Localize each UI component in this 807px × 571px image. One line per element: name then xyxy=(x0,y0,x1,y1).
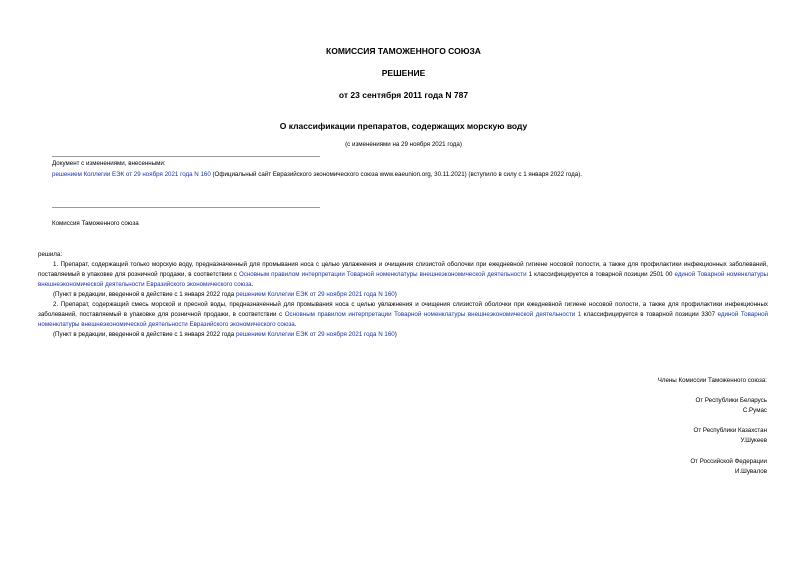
signatory-russia xyxy=(690,457,767,477)
signatory-name: У.Шукеев xyxy=(740,437,767,444)
item-1-amendment-link[interactable]: решением Коллегии ЕЭК от 29 ноября 2021 года N 160 xyxy=(235,291,395,298)
item-2-note: (Пункт в редакции, введенной в действие с 1 января 2022 года решением Коллегии ЕЭК от 29 ноября 2021 года N 160) xyxy=(53,331,397,338)
signatory-kazakhstan xyxy=(694,426,767,446)
signatory-name: С.Румас xyxy=(742,407,767,414)
item-1: 1. Препарат, содержащий только морскую воду, предназначенный для промывания носа с целью увлажнения и очищения слизистой оболочки при ежедневной гигиене носовой полости, а также для профилактики инфекционных заболеваний, поставляемый в упаковке для розничной продажи, в соответствии с Основным правилом интерпретации Товарной номенклатуры внешнеэкономической деятельности 1 классифицируется в товарной позиции 2501 00 единой Товарной номенклатуры внешнеэкономической деятельности Евразийского экономического союза. xyxy=(38,261,768,288)
signatory-country: От Российской Федерации xyxy=(690,458,767,465)
decided-label: решила: xyxy=(38,251,63,258)
interpretation-rules-link-1[interactable]: Основным правилом интерпретации Товарной номенклатуры внешнеэкономической деятельности xyxy=(238,271,527,278)
changes-line xyxy=(52,170,782,180)
item-2-amendment-link[interactable]: решением Коллегии ЕЭК от 29 ноября 2021 года N 160 xyxy=(235,331,395,338)
item-1-note: (Пункт в редакции, введенной в действие с 1 января 2022 года решением Коллегии ЕЭК от 29 ноября 2021 года N 160) xyxy=(53,291,397,298)
signatory-country: От Республики Казахстан xyxy=(693,427,767,434)
signatory-country: От Республики Беларусь xyxy=(695,397,767,404)
issuer: Комиссия Таможенного союза xyxy=(52,220,139,227)
document-title: О классификации препаратов, содержащих морскую воду xyxy=(279,121,528,131)
changes-source-text: (Официальный сайт Евразийского экономического союза www.eaeunion.org, 30.11.2021) (вступило в силу с 1 января 2022 года). xyxy=(210,171,583,178)
item-2: 2. Препарат, содержащий смесь морской и пресной воды, предназначенный для промывания носа с целью увлажнения и очищения слизистой оболочки при ежедневной гигиене носовой полости, а также для профилактики инфекционных заболеваний, поставляемый в упаковке для розничной продажи, в соответствии с Основным правилом интерпретации Товарной номенклатуры внешнеэкономической деятельности 1 классифицируется в товарной позиции 3307 единой Товарной номенклатуры внешнеэкономической деятельности Евразийского экономического союза. xyxy=(38,301,768,328)
divider-bottom xyxy=(52,207,320,208)
changes-label: Документ с изменениями, внесенными: xyxy=(52,160,166,167)
signatory-belarus xyxy=(695,396,767,416)
tn-ved-link-2[interactable]: единой Товарной номенклатуры внешнеэкономической деятельности Евразийского экономического союза xyxy=(38,311,768,328)
issuing-body: КОМИССИЯ ТАМОЖЕННОГО СОЮЗА xyxy=(326,46,481,56)
tn-ved-link-1[interactable]: единой Товарной номенклатуры внешнеэкономической деятельности Евразийского экономического союза xyxy=(38,271,768,288)
amendment-note: (с изменениями на 29 ноября 2021 года) xyxy=(345,141,462,148)
signatures-heading: Члены Комиссии Таможенного союза: xyxy=(657,377,767,384)
signatory-name: И.Шувалов xyxy=(735,468,767,475)
divider-top xyxy=(52,156,320,157)
amending-decision-link[interactable]: решением Коллегии ЕЭК от 29 ноября 2021 года N 160 xyxy=(52,171,211,178)
decision-body xyxy=(38,260,768,340)
document-date: от 23 сентября 2011 года N 787 xyxy=(338,90,469,100)
document-type: РЕШЕНИЕ xyxy=(381,68,426,78)
interpretation-rules-link-2[interactable]: Основным правилом интерпретации Товарной номенклатуры внешнеэкономической деятельности 1 xyxy=(284,311,582,318)
